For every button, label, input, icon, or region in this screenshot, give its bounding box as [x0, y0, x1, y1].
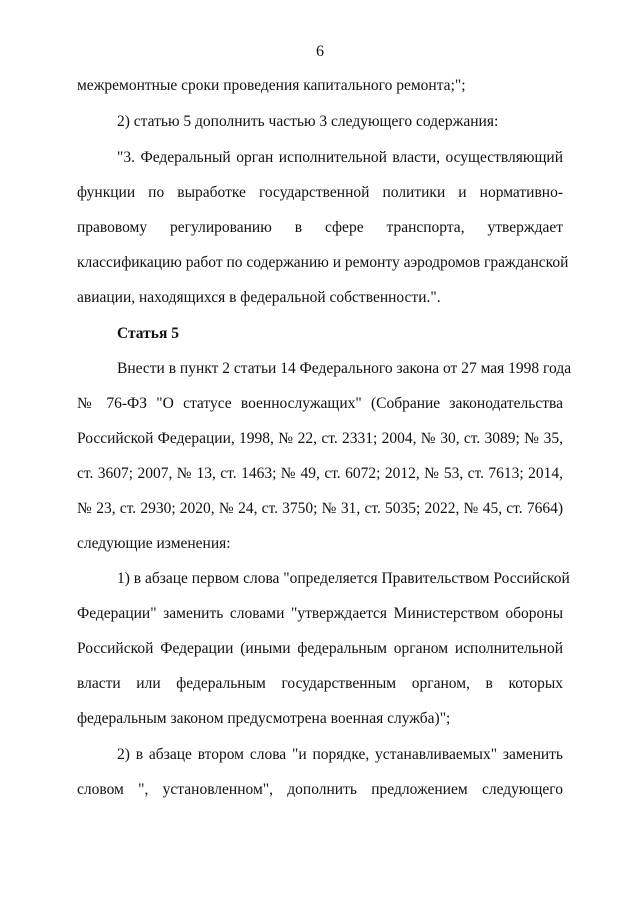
- text-line: Внести в пункт 2 статьи 14 Федерального закона от 27 мая 1998 года: [117, 360, 572, 377]
- text-line: правовому регулированию в сфере транспорта, утверждает: [77, 219, 563, 236]
- text-line: 2) в абзаце втором слова "и порядке, устанавливаемых" заменить: [117, 746, 563, 763]
- page-number: 6: [316, 43, 324, 60]
- text-line: Федерации" заменить словами "утверждается Министерством обороны: [77, 605, 563, 622]
- article-heading: Статья 5: [117, 325, 179, 342]
- text-line: следующие изменения:: [77, 535, 231, 552]
- text-line: Российской Федерации, 1998, № 22, ст. 2331; 2004, № 30, ст. 3089; № 35,: [77, 430, 563, 447]
- text-line: межремонтные сроки проведения капитального ремонта;";: [77, 77, 466, 94]
- text-line: 2) статью 5 дополнить частью 3 следующего содержания:: [117, 113, 499, 130]
- text-line: авиации, находящихся в федеральной собственности.".: [77, 289, 441, 306]
- text-line: классификацию работ по содержанию и ремонту аэродромов гражданской: [77, 254, 569, 271]
- text-line: функции по выработке государственной политики и нормативно-: [77, 184, 563, 201]
- text-line: Российской Федерации (иными федеральным органом исполнительной: [77, 640, 563, 657]
- text-line: 1) в абзаце первом слова "определяется Правительством Российской: [117, 570, 570, 587]
- text-line: № 76-ФЗ "О статусе военнослужащих" (Собрание законодательства: [77, 395, 563, 412]
- text-line: "3. Федеральный орган исполнительной власти, осуществляющий: [117, 149, 563, 166]
- text-line: № 23, ст. 2930; 2020, № 24, ст. 3750; № 31, ст. 5035; 2022, № 45, ст. 7664): [77, 500, 563, 517]
- text-line: федеральным законом предусмотрена военная служба)";: [77, 710, 451, 727]
- text-line: словом ", установленном", дополнить предложением следующего: [77, 781, 563, 798]
- text-line: власти или федеральным государственным органом, в которых: [77, 675, 563, 692]
- text-line: ст. 3607; 2007, № 13, ст. 1463; № 49, ст. 6072; 2012, № 53, ст. 7613; 2014,: [77, 465, 563, 482]
